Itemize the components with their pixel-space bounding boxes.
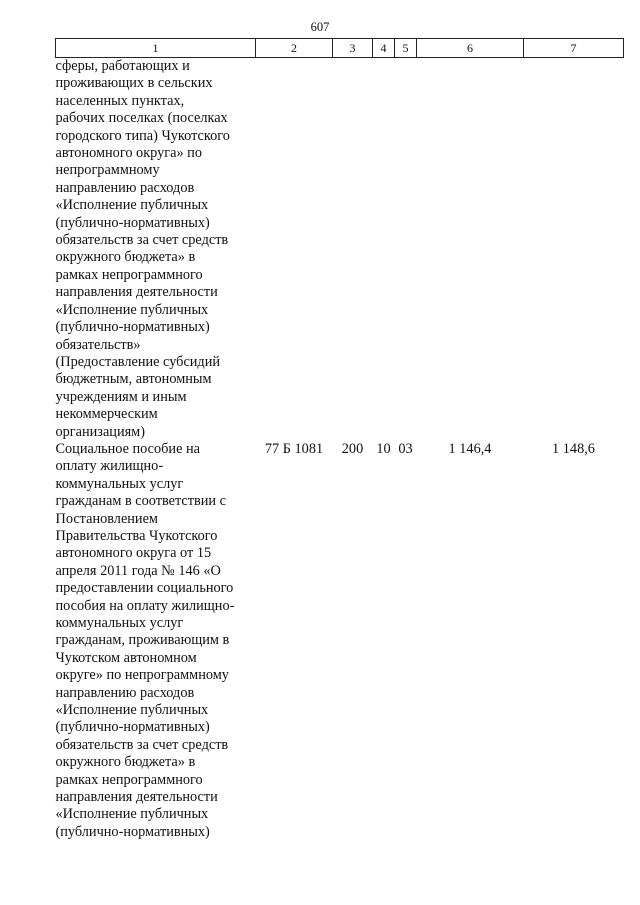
expense-type-code: 200 bbox=[341, 440, 364, 457]
column-number-header-row bbox=[56, 39, 624, 58]
header-col-2: 2 bbox=[256, 39, 333, 58]
header-col-6: 6 bbox=[417, 39, 524, 58]
row-description: сферы, работающих и проживающих в сельских населенных пунктах, рабочих поселках (поселках городского типа) Чукотского автономного округа» по непрограммному направлению расходов «Исполнение публичных (публично-нормативных) обязательств за счет средств окружного бюджета» в рамках непрограммного направления деятельности «Исполнение публичных (публично-нормативных) обязательств» (Предоставление субсидий бюджетным, автономным учреждениям и иным некоммерческим организациям) bbox=[55, 58, 230, 440]
header-col-4: 4 bbox=[373, 39, 395, 58]
amount-year-1 bbox=[417, 58, 524, 441]
amount-year-2 bbox=[524, 58, 624, 441]
row-description: Социальное пособие на оплату жилищно- коммунальных услуг гражданам в соответствии с Постановлением Правительства Чукотского автономного округа от 15 апреля 2011 года № 146 «О предоставлении социального пособия на оплату жилищно- коммунальных услуг гражданам, проживающим в Чукотском автономном округе» по непрограммному направлению расходов «Исполнение публичных (публично-нормативных) обязательств за счет средств окружного бюджета» в рамках непрограммного направления деятельности «Исполнение публичных (публично-нормативных) bbox=[55, 440, 235, 840]
subsection-code: 03 bbox=[398, 440, 413, 457]
budget-table bbox=[55, 38, 624, 841]
target-article-code: 77 Б 1081 bbox=[264, 440, 324, 457]
page-number: 607 bbox=[310, 20, 330, 34]
section-code bbox=[373, 58, 395, 441]
subsection-code bbox=[395, 58, 417, 441]
amount-year-1: 1 146,4 bbox=[448, 440, 492, 457]
table-row bbox=[56, 441, 624, 841]
header-col-5: 5 bbox=[395, 39, 417, 58]
expense-type-code bbox=[333, 58, 373, 441]
section-code: 10 bbox=[376, 440, 391, 457]
table-row bbox=[56, 58, 624, 441]
amount-year-2: 1 148,6 bbox=[552, 440, 595, 457]
header-col-1: 1 bbox=[56, 39, 256, 58]
header-col-7: 7 bbox=[524, 39, 624, 58]
header-col-3: 3 bbox=[333, 39, 373, 58]
target-article-code bbox=[256, 58, 333, 441]
